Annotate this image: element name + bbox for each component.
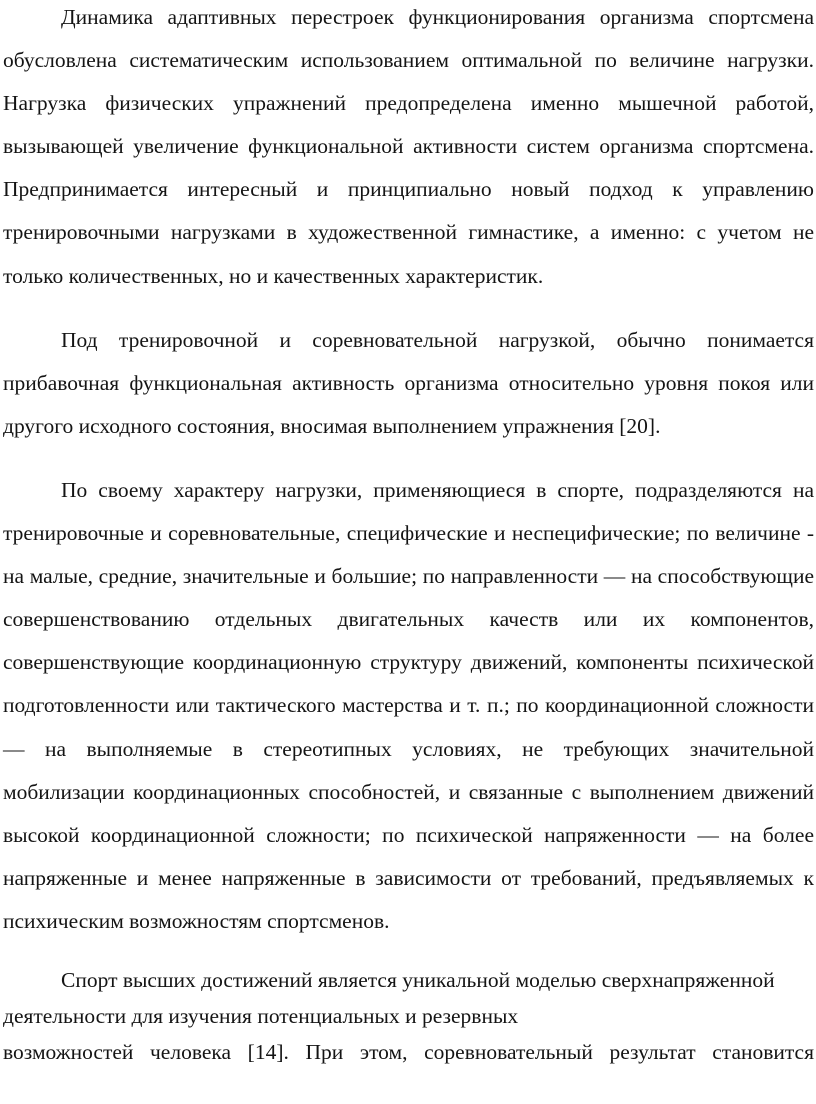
- elite-sport-cut-line: возможностей человека [14]. При этом, соревновательный результат становится: [3, 1039, 814, 1064]
- paragraph-adaptation-dynamics: Динамика адаптивных перестроек функционирования организма спортсмена обусловлена систематическим использованием оптимальной по величине нагрузки. Нагрузка физических упражнений предопределена именно мышечной работой, вызывающей увеличение функциональной активности систем организма спортсмена. Предпринимается интересный и принципиально новый подход к управлению тренировочными нагрузками в художественной гимнастике, а именно: с учетом не только количественных, но и качественных характеристик.: [3, 5, 814, 288]
- paragraph-elite-sport: [3, 962, 814, 1070]
- paragraph-load-definition: Под тренировочной и соревновательной нагрузкой, обычно понимается прибавочная функциональная активность организма относительно уровня покоя или другого исходного состояния, вносимая выполнением упражнения [20].: [3, 327, 814, 438]
- elite-sport-text: Спорт высших достижений является уникальной моделью сверхнапряженной деятельности для изучения потенциальных и резервных: [3, 967, 775, 1028]
- paragraph-load-classification: По своему характеру нагрузки, применяющиеся в спорте, подразделяются на тренировочные и соревновательные, специфические и неспецифические; по величине - на малые, средние, значительные и большие; по направленности — на способствующие совершенствованию отдельных двигательных качеств или их компонентов, совершенствующие координационную структуру движений, компоненты психической подготовленности или тактического мастерства и т. п.; по координационной сложности — на выполняемые в стереотипных условиях, не требующих значительной мобилизации координационных способностей, и связанные с выполнением движений высокой координационной сложности; по психической напряженности — на более напряженные и менее напряженные в зависимости от требований, предъявляемых к психическим возможностям спортсменов.: [3, 477, 814, 933]
